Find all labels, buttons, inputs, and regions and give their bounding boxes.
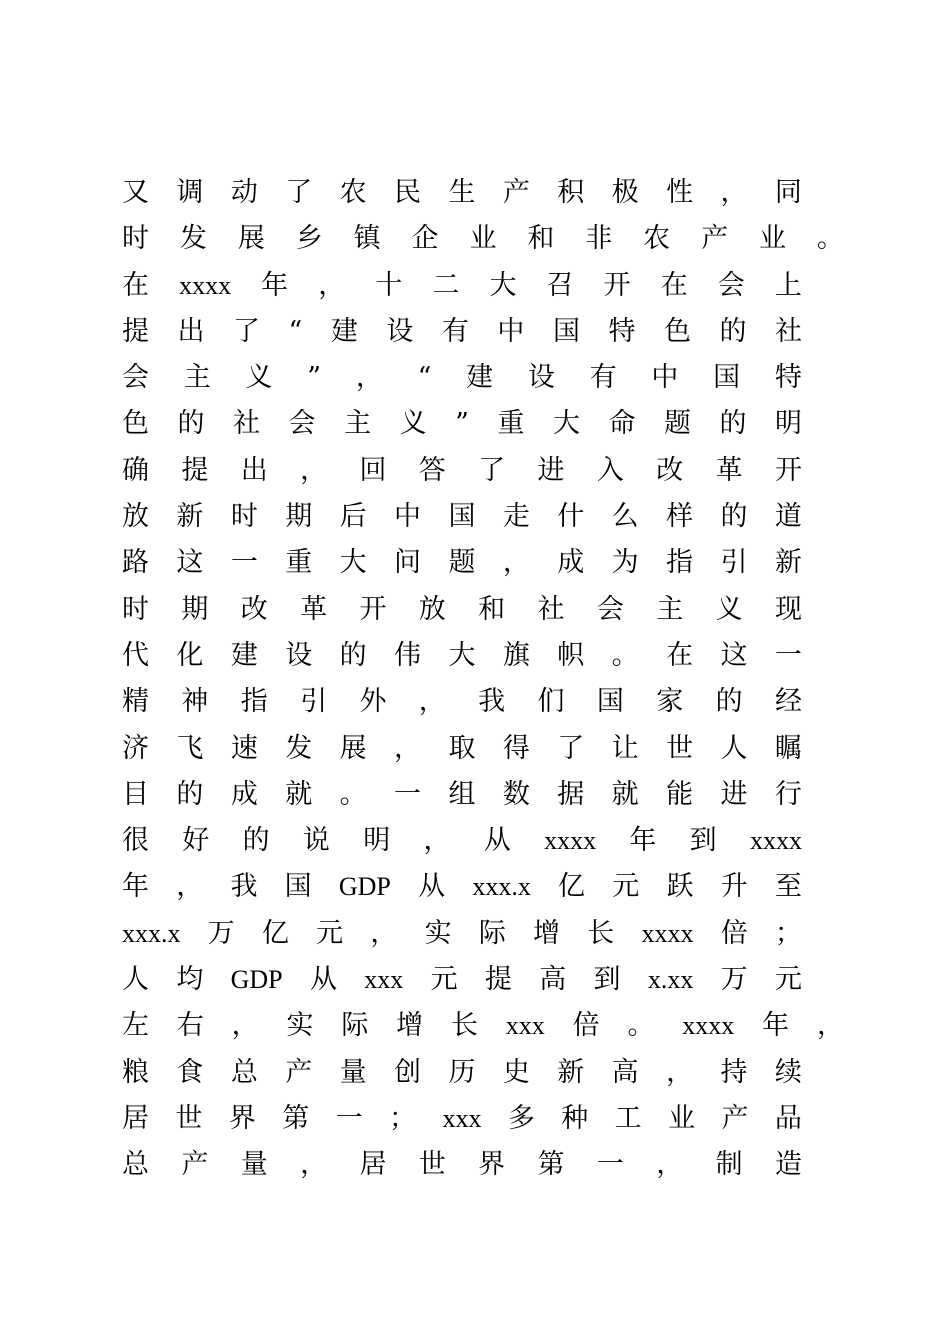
text-token: 义	[399, 408, 427, 440]
text-line	[122, 1003, 844, 1049]
text-token: 色	[663, 315, 691, 347]
text-line	[122, 957, 802, 1003]
text-token: 提	[484, 964, 512, 996]
text-token: 开	[603, 269, 631, 301]
text-token: 品	[774, 1102, 802, 1134]
text-token: 就	[611, 778, 639, 810]
text-token: 的	[719, 315, 747, 347]
text-token: 现	[774, 593, 802, 625]
text-token: 高	[611, 1056, 639, 1088]
text-token: 。	[816, 223, 844, 255]
text-token: ，	[300, 1149, 328, 1181]
text-token: 旗	[502, 639, 530, 671]
text-token: 中	[497, 315, 525, 347]
text-token: ”	[455, 408, 469, 440]
text-token: “	[417, 362, 432, 394]
text-token: 们	[537, 686, 565, 718]
text-token: 生	[448, 177, 476, 208]
text-token: 能	[666, 778, 694, 810]
text-token: 放	[418, 593, 446, 625]
text-token: 很	[122, 825, 149, 857]
text-token: 民	[394, 177, 422, 208]
text-token: 么	[611, 501, 639, 533]
text-token: 展	[339, 732, 367, 764]
text-token: 主	[344, 408, 372, 440]
text-token: 精	[122, 686, 149, 718]
text-token: 走	[502, 501, 530, 533]
text-token: 就	[285, 778, 313, 810]
text-token: 均	[176, 964, 204, 996]
text-token: 和	[527, 223, 555, 255]
text-token: 建	[466, 362, 494, 394]
text-token: 食	[176, 1056, 204, 1088]
text-token: 好	[182, 825, 210, 857]
text-token: 国	[713, 362, 741, 394]
text-token: 发	[179, 223, 207, 255]
text-token: 开	[359, 593, 387, 625]
text-token: 国	[448, 501, 476, 533]
text-token: 数	[502, 778, 530, 810]
text-token: 极	[611, 177, 639, 208]
text-token: 的	[720, 501, 748, 533]
text-token: 展	[237, 223, 265, 255]
text-token: 年	[122, 871, 149, 903]
text-token: GDP	[338, 872, 391, 902]
text-token: 让	[611, 732, 639, 764]
text-line	[122, 633, 802, 679]
text-token: 改	[656, 454, 684, 486]
text-token: 重	[497, 408, 525, 440]
text-token: 量	[339, 1056, 367, 1088]
text-token: 产	[285, 1056, 313, 1088]
text-token: 万	[720, 964, 748, 996]
text-token: xxxx	[641, 918, 694, 948]
text-token: 世	[418, 1149, 446, 1181]
text-token: 高	[539, 964, 567, 996]
text-token: 又	[122, 177, 149, 208]
text-token: 量	[240, 1149, 268, 1181]
text-token: “	[288, 315, 303, 347]
text-token: 指	[666, 547, 694, 579]
text-line	[122, 494, 802, 540]
text-token: 中	[394, 501, 422, 533]
text-token: 一	[230, 547, 258, 579]
text-token: 新	[557, 1056, 585, 1088]
text-token: 史	[502, 1056, 530, 1088]
text-token: 人	[122, 964, 149, 996]
text-token: 从	[483, 825, 511, 857]
text-token: xxxx	[682, 1011, 735, 1041]
text-token: 倍	[572, 1010, 600, 1042]
text-token: 一	[335, 1102, 363, 1134]
text-token: 新	[176, 501, 204, 533]
text-line	[122, 170, 802, 216]
text-token: 建	[330, 315, 358, 347]
text-token: 元	[612, 871, 640, 903]
text-token: 性	[666, 177, 694, 208]
text-token: 特	[608, 315, 636, 347]
text-token: 国	[552, 315, 580, 347]
text-token: 国	[284, 871, 312, 903]
text-token: 了	[285, 177, 313, 208]
text-token: 升	[720, 871, 748, 903]
text-token: 社	[537, 593, 565, 625]
text-token: 开	[774, 454, 802, 486]
text-token: 总	[122, 1149, 149, 1181]
text-token: 飞	[176, 732, 204, 764]
text-line	[122, 911, 802, 957]
text-token: 社	[233, 408, 261, 440]
text-token: 非	[585, 223, 613, 255]
text-token: 的	[715, 686, 743, 718]
text-line	[122, 772, 802, 818]
text-token: 一	[774, 639, 802, 671]
text-token: 改	[240, 593, 268, 625]
body-text	[122, 170, 922, 1189]
text-token: 二	[432, 269, 460, 301]
text-token: 经	[774, 686, 802, 718]
text-token: 明	[363, 825, 391, 857]
text-token: 色	[122, 408, 149, 440]
text-token: 成	[230, 778, 258, 810]
text-line	[122, 1142, 802, 1188]
text-token: 什	[557, 501, 585, 533]
text-token: 会	[596, 593, 624, 625]
text-token: 实	[286, 1010, 314, 1042]
text-token: 在	[122, 269, 149, 301]
text-token: 设	[386, 315, 414, 347]
text-token: 建	[230, 639, 258, 671]
text-token: 年	[261, 269, 289, 301]
text-token: 动	[230, 177, 258, 208]
text-token: 确	[122, 454, 149, 486]
text-line	[122, 726, 802, 772]
text-line	[122, 263, 802, 309]
text-token: xxx.x	[472, 872, 531, 902]
text-token: 速	[230, 732, 258, 764]
text-token: xxx	[505, 1011, 545, 1041]
text-token: 社	[775, 315, 802, 347]
text-token: 业	[668, 1102, 696, 1134]
text-token: 界	[228, 1102, 256, 1134]
text-token: 多	[507, 1102, 535, 1134]
text-token: 会	[122, 362, 149, 394]
text-token: 指	[240, 686, 268, 718]
text-token: ，	[394, 732, 422, 764]
text-token: 后	[339, 501, 367, 533]
text-token: 大	[339, 547, 367, 579]
text-token: 第	[282, 1102, 310, 1134]
text-token: 企	[411, 223, 439, 255]
text-token: 人	[720, 732, 748, 764]
text-token: 创	[394, 1056, 422, 1088]
text-token: ，	[176, 871, 204, 903]
text-token: 答	[418, 454, 446, 486]
text-token: 的	[719, 408, 747, 440]
text-token: 在	[666, 639, 694, 671]
text-token: xxx	[364, 965, 404, 995]
text-token: 革	[715, 454, 743, 486]
text-line	[122, 587, 802, 633]
text-token: 义	[715, 593, 743, 625]
text-token: 这	[720, 639, 748, 671]
text-token: 农	[643, 223, 671, 255]
text-token: 目	[122, 778, 149, 810]
text-token: 期	[285, 501, 313, 533]
text-token: 。	[627, 1010, 655, 1042]
text-token: 说	[302, 825, 330, 857]
text-token: 。	[611, 639, 639, 671]
text-token: 左	[122, 1010, 149, 1042]
text-line	[122, 540, 802, 586]
text-token: 世	[666, 732, 694, 764]
text-token: 帜	[557, 639, 585, 671]
text-token: 的	[339, 639, 367, 671]
text-token: 进	[537, 454, 565, 486]
text-token: 大	[448, 639, 476, 671]
text-token: 我	[478, 686, 506, 718]
text-token: 题	[448, 547, 476, 579]
text-token: 亿	[261, 917, 289, 949]
text-token: 了	[233, 315, 261, 347]
text-token: 伟	[394, 639, 422, 671]
text-token: 上	[774, 269, 802, 301]
text-token: 从	[309, 964, 337, 996]
text-line	[122, 1050, 802, 1096]
text-token: 历	[448, 1056, 476, 1088]
text-token: 万	[207, 917, 235, 949]
text-token: 有	[589, 362, 617, 394]
text-token: 总	[230, 1056, 258, 1088]
text-token: xxxx	[544, 826, 597, 856]
text-token: 亿	[558, 871, 586, 903]
text-token: ，	[502, 547, 530, 579]
text-token: x.xx	[647, 965, 694, 995]
text-line	[122, 309, 802, 355]
text-token: ；	[774, 917, 802, 949]
text-token: 主	[183, 362, 211, 394]
text-token: 一	[394, 778, 422, 810]
text-token: 有	[441, 315, 469, 347]
text-token: 样	[666, 501, 694, 533]
text-token: 产	[721, 1102, 749, 1134]
text-token: 期	[181, 593, 209, 625]
text-token: 引	[720, 547, 748, 579]
text-token: 至	[774, 871, 802, 903]
text-token: 发	[285, 732, 313, 764]
text-token: 十	[375, 269, 403, 301]
text-token: 时	[122, 223, 149, 255]
text-token: 倍	[720, 917, 748, 949]
text-token: 神	[181, 686, 209, 718]
text-token: ；	[389, 1102, 417, 1134]
text-token: 界	[478, 1149, 506, 1181]
text-token: ，	[666, 1056, 694, 1088]
text-token: 回	[359, 454, 387, 486]
text-token: ，	[300, 454, 328, 486]
text-token: 时	[230, 501, 258, 533]
text-token: 从	[418, 871, 446, 903]
text-line	[122, 864, 802, 910]
text-token: 右	[176, 1010, 204, 1042]
text-token: 出	[177, 315, 205, 347]
text-token: ，	[423, 825, 451, 857]
text-token: 道	[774, 501, 802, 533]
text-token: 组	[448, 778, 476, 810]
text-token: 制	[715, 1149, 743, 1181]
text-token: 增	[396, 1010, 424, 1042]
text-line	[122, 679, 802, 725]
text-token: 据	[557, 778, 585, 810]
text-token: ”	[307, 362, 322, 394]
text-token: ，	[355, 362, 383, 394]
text-token: 和	[478, 593, 506, 625]
text-token: xxx.x	[122, 918, 181, 948]
text-token: 调	[176, 177, 204, 208]
text-line	[122, 355, 802, 401]
text-token: 新	[774, 547, 802, 579]
text-token: 行	[774, 778, 802, 810]
text-token: 业	[469, 223, 497, 255]
text-token: 取	[448, 732, 476, 764]
text-token: 大	[552, 408, 580, 440]
text-token: xxxx	[749, 826, 802, 856]
text-token: 中	[651, 362, 679, 394]
text-token: 产	[181, 1149, 209, 1181]
text-token: 代	[122, 639, 149, 671]
text-token: 工	[614, 1102, 642, 1134]
text-token: 积	[557, 177, 585, 208]
text-token: 居	[122, 1102, 149, 1134]
text-line	[122, 818, 802, 864]
text-token: xxx	[442, 1103, 482, 1133]
text-token: 得	[502, 732, 530, 764]
text-token: 粮	[122, 1056, 149, 1088]
text-token: 持	[720, 1056, 748, 1088]
text-token: 居	[359, 1149, 387, 1181]
text-token: 命	[608, 408, 636, 440]
text-token: ，	[318, 269, 346, 301]
text-line	[122, 401, 802, 447]
text-token: 设	[285, 639, 313, 671]
text-token: 元	[774, 964, 802, 996]
text-token: ，	[816, 1010, 844, 1042]
text-token: 引	[300, 686, 328, 718]
text-token: 世	[175, 1102, 203, 1134]
text-token: 义	[245, 362, 273, 394]
text-token: 际	[341, 1010, 369, 1042]
text-token: 镇	[353, 223, 381, 255]
text-token: 明	[775, 408, 802, 440]
text-token: 这	[176, 547, 204, 579]
text-token: 入	[596, 454, 624, 486]
text-token: 进	[720, 778, 748, 810]
text-token: 会	[288, 408, 316, 440]
text-token: xxxx	[179, 270, 232, 300]
text-token: 大	[489, 269, 517, 301]
text-token: 了	[557, 732, 585, 764]
text-token: GDP	[230, 965, 283, 995]
text-token: ，	[418, 686, 446, 718]
text-token: 提	[122, 315, 149, 347]
text-token: 长	[587, 917, 615, 949]
text-token: 时	[122, 593, 149, 625]
text-token: 到	[593, 964, 621, 996]
text-token: 长	[450, 1010, 478, 1042]
text-token: 题	[663, 408, 691, 440]
text-token: 成	[557, 547, 585, 579]
text-token: 革	[300, 593, 328, 625]
text-token: 路	[122, 547, 149, 579]
text-token: 问	[394, 547, 422, 579]
text-token: 跃	[666, 871, 694, 903]
text-token: 在	[660, 269, 688, 301]
text-token: 造	[774, 1149, 802, 1181]
text-token: 续	[774, 1056, 802, 1088]
text-token: 外	[359, 686, 387, 718]
text-token: 特	[774, 362, 802, 394]
text-token: 化	[176, 639, 204, 671]
text-token: 出	[240, 454, 268, 486]
text-token: 业	[758, 223, 786, 255]
text-token: 提	[181, 454, 209, 486]
text-token: 种	[561, 1102, 589, 1134]
text-token: 实	[424, 917, 452, 949]
text-token: 的	[176, 778, 204, 810]
text-token: 重	[285, 547, 313, 579]
text-token: 第	[537, 1149, 565, 1181]
text-token: 国	[596, 686, 624, 718]
text-token: ，	[656, 1149, 684, 1181]
text-token: 到	[689, 825, 717, 857]
text-token: 农	[339, 177, 367, 208]
text-token: 元	[316, 917, 344, 949]
text-token: 瞩	[774, 732, 802, 764]
text-token: 召	[546, 269, 574, 301]
text-token: 乡	[295, 223, 323, 255]
text-token: ，	[231, 1010, 259, 1042]
text-token: 同	[774, 177, 802, 208]
text-token: ，	[370, 917, 398, 949]
text-token: 我	[230, 871, 258, 903]
text-token: 家	[656, 686, 684, 718]
text-token: ，	[720, 177, 748, 208]
text-token: 一	[596, 1149, 624, 1181]
text-token: 设	[527, 362, 555, 394]
text-line	[122, 448, 802, 494]
text-token: 增	[533, 917, 561, 949]
text-token: 济	[122, 732, 149, 764]
text-token: 年	[762, 1010, 790, 1042]
text-token: 为	[611, 547, 639, 579]
text-token: 产	[701, 223, 729, 255]
text-token: 主	[656, 593, 684, 625]
text-token: 了	[478, 454, 506, 486]
text-token: 的	[177, 408, 205, 440]
text-token: 际	[478, 917, 506, 949]
text-token: 放	[122, 501, 149, 533]
text-line	[122, 216, 844, 262]
text-token: 元	[430, 964, 458, 996]
text-token: 会	[717, 269, 745, 301]
text-token: 年	[629, 825, 657, 857]
text-line	[122, 1096, 802, 1142]
text-token: 。	[339, 778, 367, 810]
text-token: 产	[502, 177, 530, 208]
text-token: 的	[242, 825, 270, 857]
